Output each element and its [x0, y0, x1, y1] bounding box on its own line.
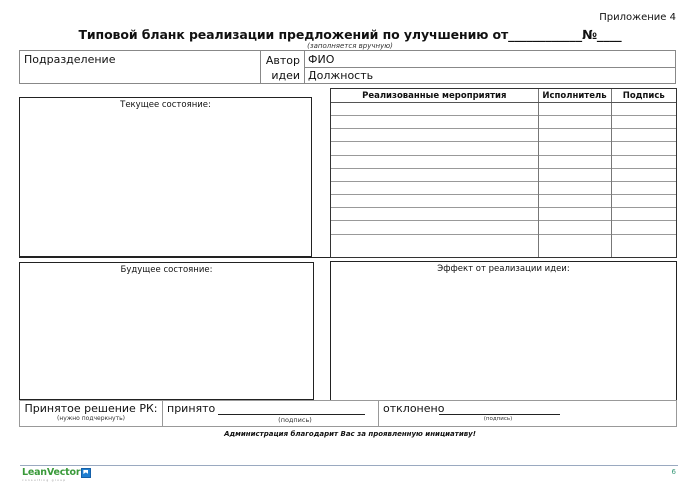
thanks-message: Администрация благодарит Вас за проявленную инициативу! [224, 430, 476, 438]
table-row [331, 221, 676, 234]
current-state-label: Текущее состояние: [120, 100, 211, 110]
executor-cell[interactable] [538, 181, 611, 194]
action-cell[interactable] [331, 208, 538, 221]
signature-cell[interactable] [611, 195, 676, 208]
rejected-signature-note: (подпись) [483, 416, 513, 422]
signature-cell[interactable] [611, 181, 676, 194]
action-cell[interactable] [331, 221, 538, 234]
table-row [331, 142, 676, 155]
footer-divider [20, 465, 678, 466]
decision-note: (нужно подчеркнуть) [57, 415, 125, 422]
action-cell[interactable] [331, 168, 538, 181]
author-info-table [19, 50, 676, 84]
logo-text: LeanVector [22, 467, 81, 478]
table-row [331, 195, 676, 208]
executor-cell[interactable] [538, 116, 611, 129]
executor-cell[interactable] [538, 208, 611, 221]
signature-cell[interactable] [611, 168, 676, 181]
table-row [331, 103, 676, 116]
action-cell[interactable] [331, 155, 538, 168]
action-cell[interactable] [331, 103, 538, 116]
table-row [331, 116, 676, 129]
signature-cell[interactable] [611, 208, 676, 221]
signature-cell[interactable] [611, 129, 676, 142]
implemented-actions-table [330, 88, 677, 258]
executor-cell[interactable] [538, 155, 611, 168]
table-row [331, 234, 676, 257]
decision-label-cell [20, 401, 163, 426]
appendix-label: Приложение 4 [599, 12, 676, 23]
divider [19, 257, 349, 258]
future-state-label: Будущее состояние: [120, 265, 213, 275]
author-label: Автор идеи [265, 54, 300, 82]
author-position-field[interactable]: Должность [308, 69, 374, 82]
rejected-signature-line[interactable] [439, 414, 560, 415]
action-cell[interactable] [331, 116, 538, 129]
action-cell[interactable] [331, 129, 538, 142]
company-logo [22, 467, 91, 486]
table-row [331, 168, 676, 181]
department-field[interactable]: Подразделение [24, 53, 116, 66]
executor-cell[interactable] [538, 195, 611, 208]
action-cell[interactable] [331, 234, 538, 257]
signature-cell[interactable] [611, 103, 676, 116]
table-row [331, 208, 676, 221]
rejected-cell[interactable] [378, 401, 676, 426]
signature-cell[interactable] [611, 155, 676, 168]
author-name-field[interactable]: ФИО [308, 53, 335, 66]
future-state-box[interactable] [19, 262, 314, 401]
executor-cell[interactable] [538, 168, 611, 181]
effect-box[interactable] [330, 261, 677, 401]
divider [304, 67, 675, 68]
decision-row [19, 400, 677, 427]
column-header-actions: Реализованные мероприятия [331, 89, 538, 103]
table-row [331, 129, 676, 142]
signature-cell[interactable] [611, 142, 676, 155]
logo-subtext: consulting group [22, 478, 67, 482]
title-note: (заполняется вручную) [307, 42, 393, 50]
signature-cell[interactable] [611, 221, 676, 234]
table-row [331, 181, 676, 194]
accepted-option[interactable]: принято [167, 402, 216, 415]
page-title: Типовой бланк реализации предложений по улучшению от____________№____ [78, 27, 622, 42]
rejected-option[interactable]: отклонено [383, 402, 445, 415]
action-cell[interactable] [331, 181, 538, 194]
accepted-signature-line[interactable] [218, 414, 365, 415]
decision-label: Принятое решение РК: [24, 402, 158, 415]
signature-cell[interactable] [611, 116, 676, 129]
table-row [331, 155, 676, 168]
column-header-signature: Подпись [611, 89, 676, 103]
signature-cell[interactable] [611, 234, 676, 257]
current-state-box[interactable] [19, 97, 312, 258]
executor-cell[interactable] [538, 221, 611, 234]
executor-cell[interactable] [538, 129, 611, 142]
accepted-cell[interactable] [162, 401, 379, 426]
column-header-executor: Исполнитель [538, 89, 611, 103]
logo-mark-icon [81, 468, 91, 478]
table-header-row [331, 89, 676, 103]
executor-cell[interactable] [538, 103, 611, 116]
accepted-signature-note: (подпись) [278, 416, 312, 424]
executor-cell[interactable] [538, 234, 611, 257]
action-cell[interactable] [331, 195, 538, 208]
action-cell[interactable] [331, 142, 538, 155]
executor-cell[interactable] [538, 142, 611, 155]
effect-label: Эффект от реализации идеи: [437, 264, 570, 274]
page-number: 6 [671, 468, 676, 476]
